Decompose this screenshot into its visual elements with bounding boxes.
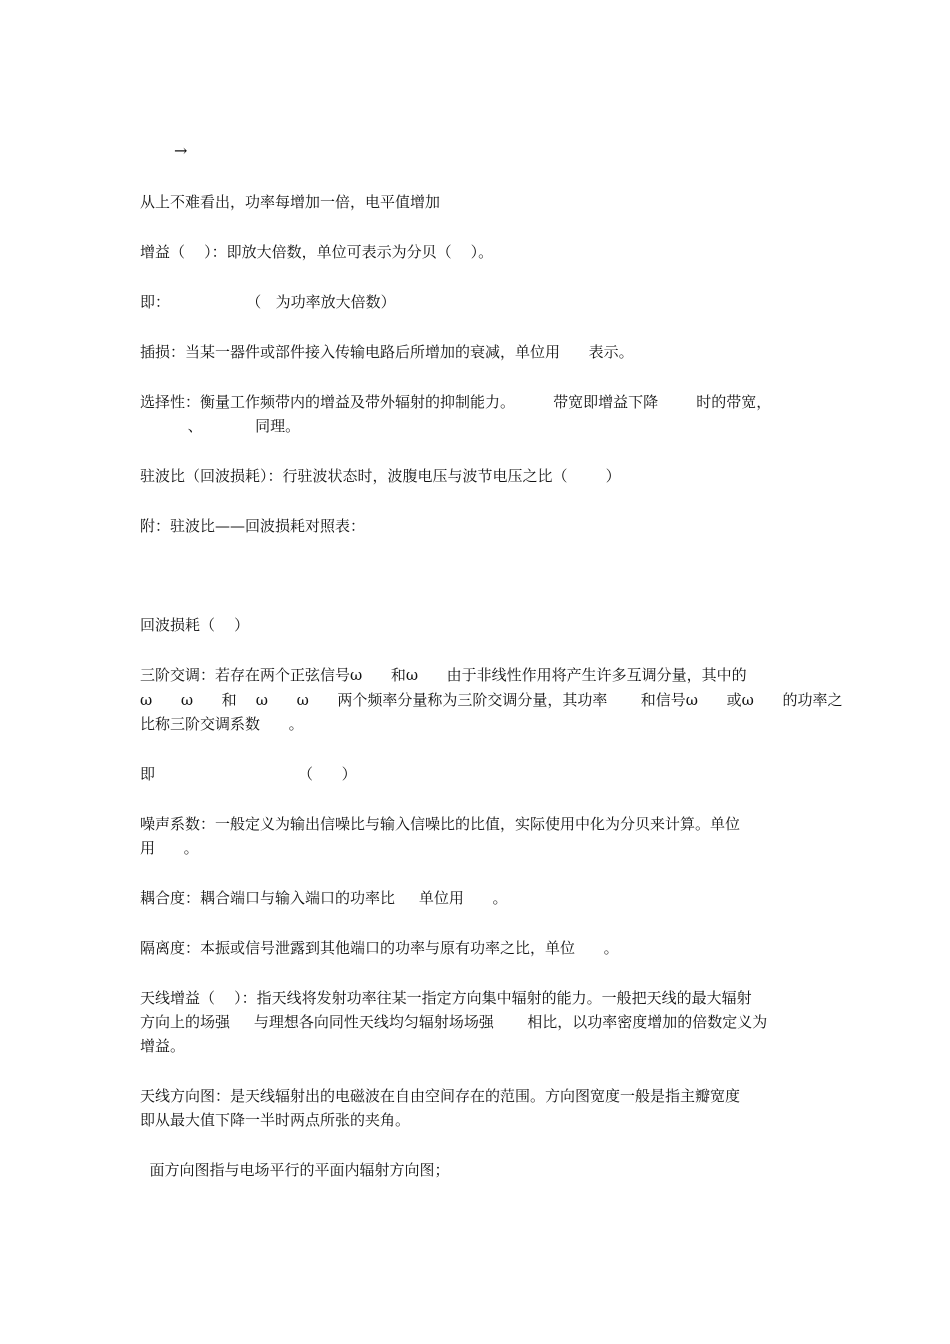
text-line: 、 同理。 [140,417,301,435]
text-line: 增益（ ）：即放大倍数，单位可表示为分贝（ ）。 [140,243,494,261]
text-line: 即从最大值下降一半时两点所张的夹角。 [140,1111,411,1129]
text-line: 增益。 [140,1037,186,1055]
text-line: 噪声系数：一般定义为输出信噪比与输入信噪比的比值，实际使用中化为分贝来计算。单位 [140,815,741,833]
text-line: 附：驻波比——回波损耗对照表： [140,517,366,535]
arrow-icon: → [174,141,188,160]
text-line: 插损：当某一器件或部件接入传输电路后所增加的衰减，单位用 表示。 [140,343,634,361]
text-line: 隔离度：本振或信号泄露到其他端口的功率与原有功率之比，单位 。 [140,939,619,957]
text-line: 驻波比（回波损耗）：行驻波状态时，波腹电压与波节电压之比（ ） [140,467,621,485]
text-line: 即 （ ） [140,765,357,783]
text-line: 回波损耗（ ） [140,616,250,634]
text-line: 方向上的场强 与理想各向同性天线均匀辐射场场强 相比，以功率密度增加的倍数定义为 [140,1013,768,1031]
text-line: 三阶交调：若存在两个正弦信号ω 和ω 由于非线性作用将产生许多互调分量，其中的 [140,666,747,684]
text-line: 从上不难看出，功率每增加一倍，电平值增加 [140,193,441,211]
text-line: 用 。 [140,839,199,857]
text-line: ω ω 和 ω ω 两个频率分量称为三阶交调分量，其功率 和信号ω 或ω 的功率之 [140,691,843,709]
text-line: 选择性：衡量工作频带内的增益及带外辐射的抑制能力。 带宽即增益下降 时的带宽， [140,393,772,411]
text-line: 耦合度：耦合端口与输入端口的功率比 单位用 。 [140,889,508,907]
text-line: 即： （ 为功率放大倍数） [140,293,396,311]
text-line: 比称三阶交调系数 。 [140,715,304,733]
text-line: 天线方向图：是天线辐射出的电磁波在自由空间存在的范围。方向图宽度一般是指主瓣宽度 [140,1087,741,1105]
text-line: 面方向图指与电场平行的平面内辐射方向图； [140,1161,450,1179]
text-line: 天线增益（ ）：指天线将发射功率往某一指定方向集中辐射的能力。一般把天线的最大辐射 [140,989,752,1007]
